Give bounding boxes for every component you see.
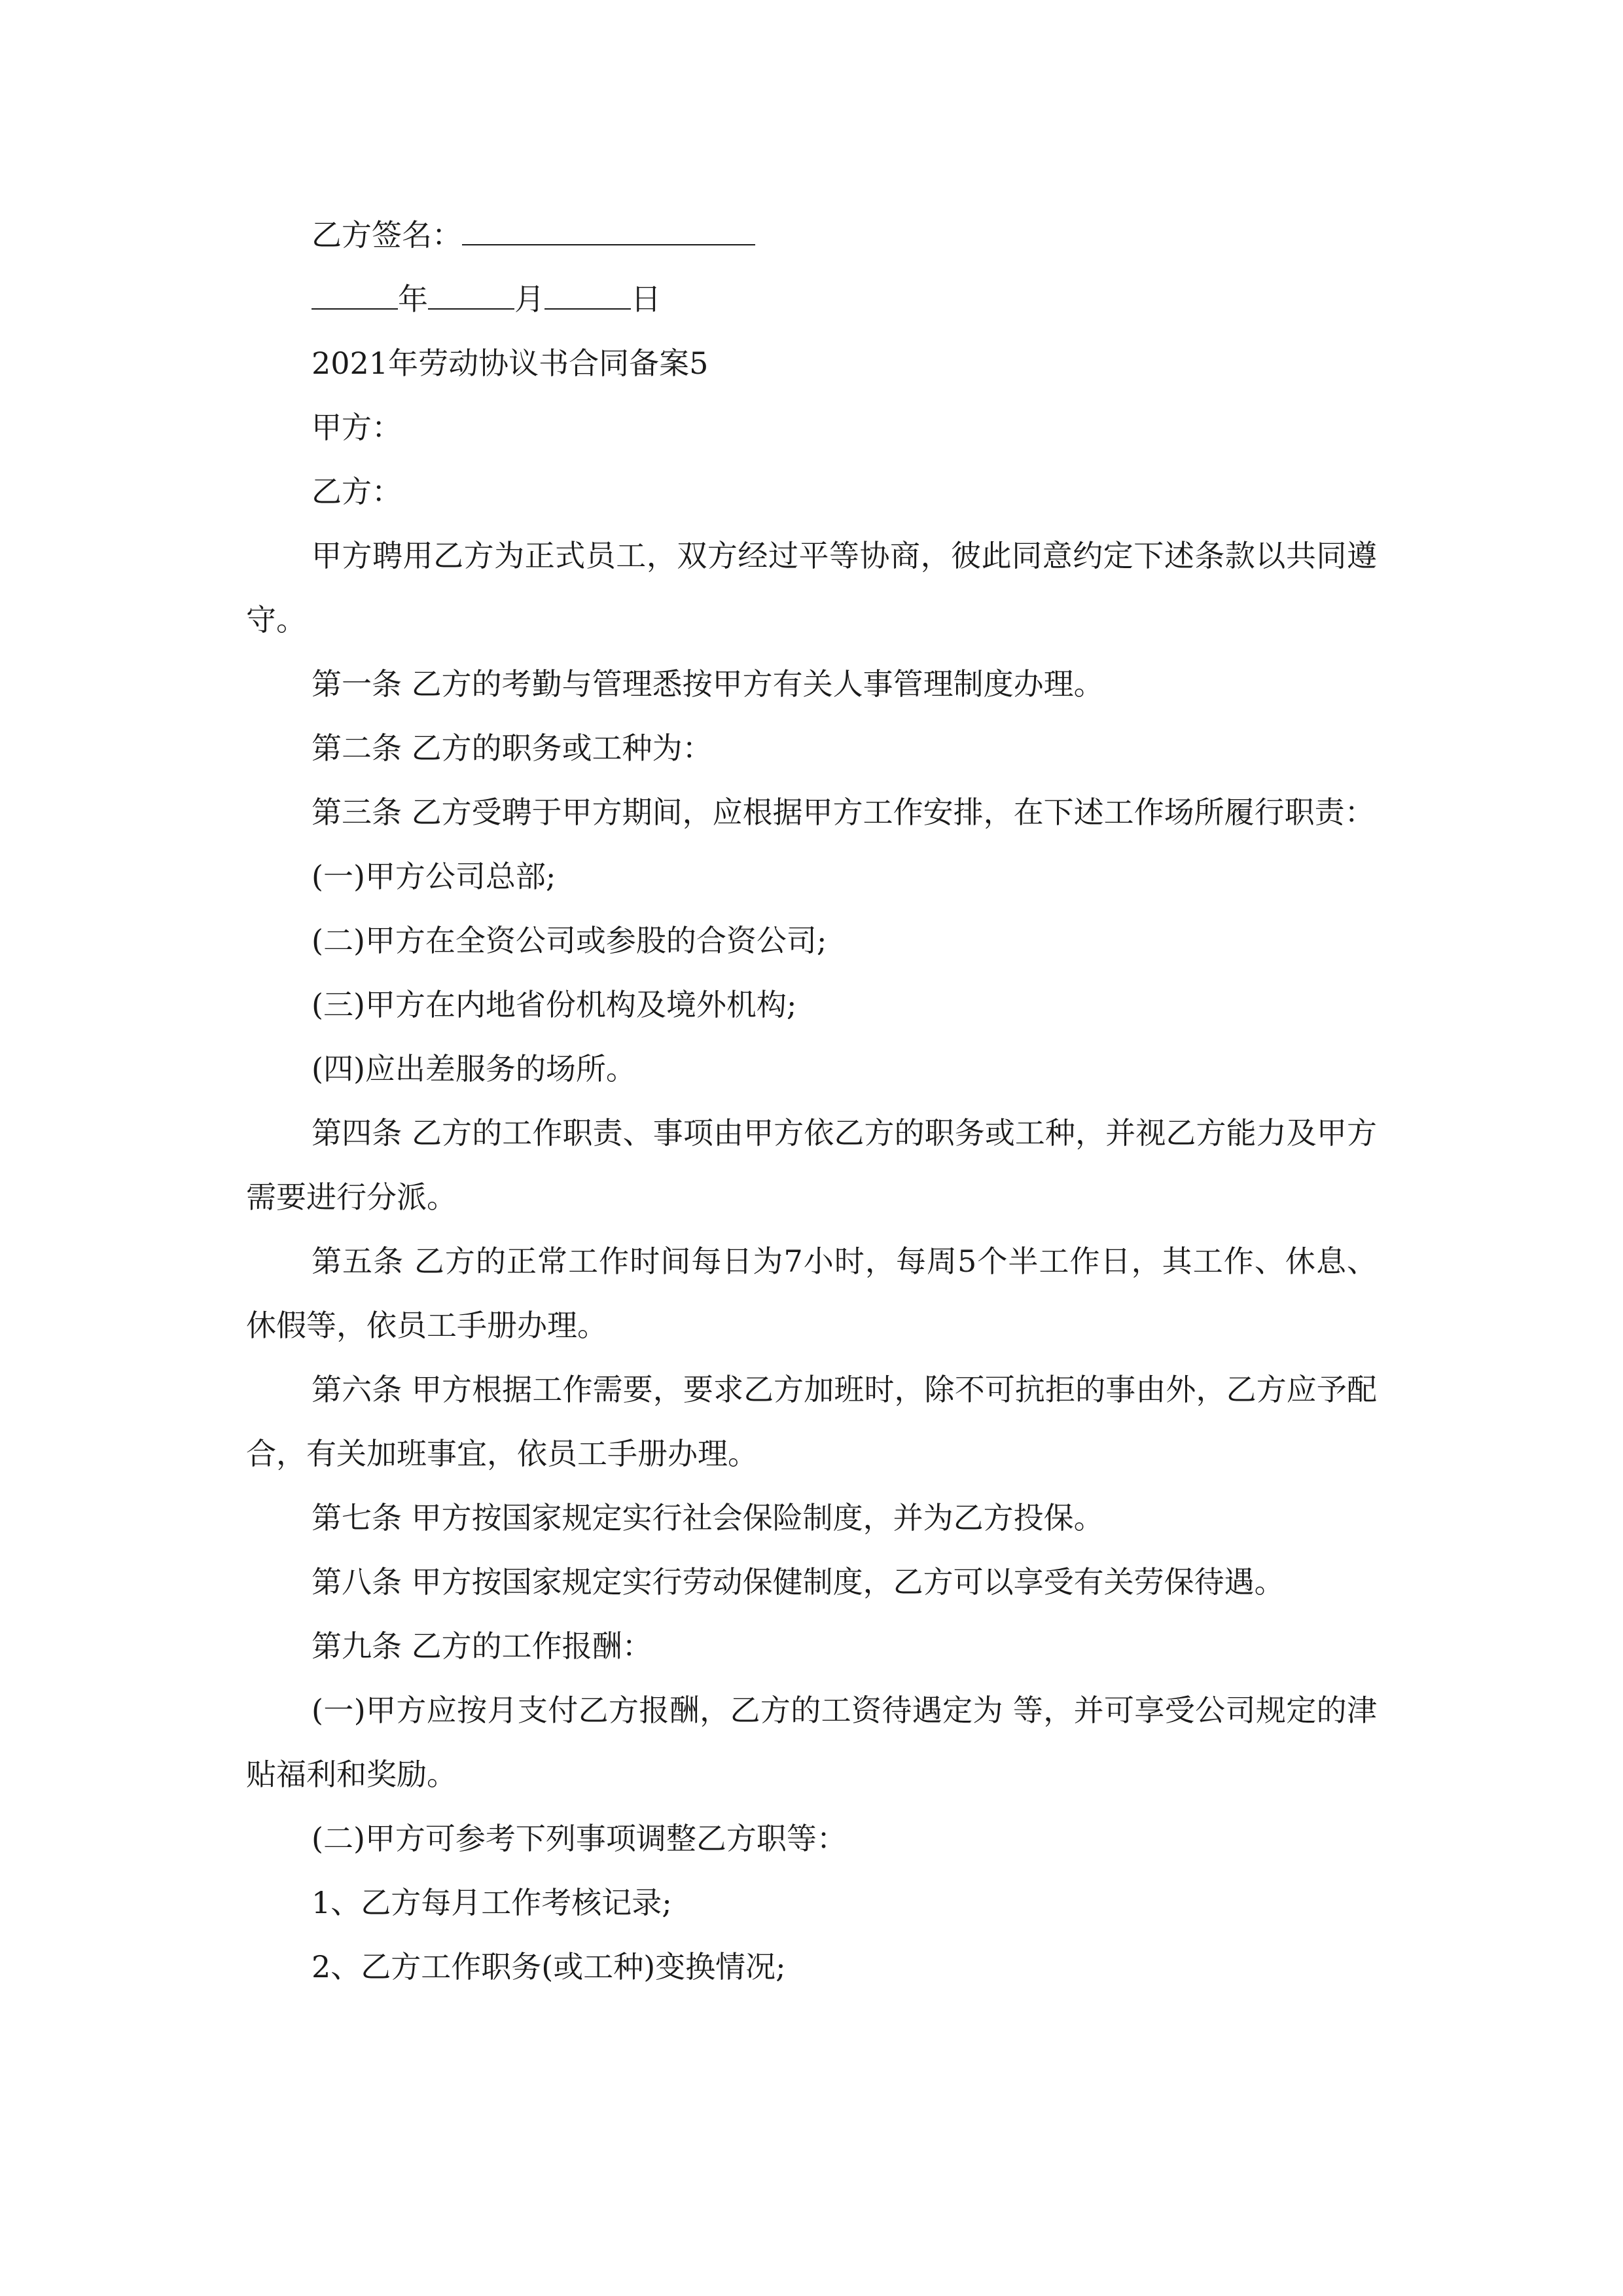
month-label: 月 bbox=[514, 281, 544, 317]
article-3-item: (四)应出差服务的场所。 bbox=[312, 1051, 636, 1086]
article-3: 第三条 乙方受聘于甲方期间，应根据甲方工作安排，在下述工作场所履行职责： bbox=[312, 795, 1375, 830]
article-9: 第九条 乙方的工作报酬： bbox=[312, 1628, 652, 1664]
article-3-item: (三)甲方在内地省份机构及境外机构; bbox=[312, 987, 797, 1022]
month-blank bbox=[428, 282, 514, 310]
document-body bbox=[246, 203, 1377, 1999]
article-9-item-1: (一)甲方应按月支付乙方报酬，乙方的工资待遇定为 等，并可享受公司规定的津贴福利和奖励。 bbox=[246, 1693, 1377, 1792]
article-8: 第八条 甲方按国家规定实行劳动保健制度，乙方可以享受有关劳保待遇。 bbox=[312, 1564, 1285, 1600]
party-b-line: 乙方： bbox=[312, 474, 402, 509]
article-9-subitem: 2、乙方工作职务(或工种)变换情况; bbox=[312, 1949, 786, 1984]
article-9-item-2: (二)甲方可参考下列事项调整乙方职等： bbox=[312, 1821, 847, 1856]
article-5: 第五条 乙方的正常工作时间每日为7小时，每周5个半工作日，其工作、休息、休假等，依员工手册办理。 bbox=[246, 1244, 1377, 1343]
signature-label: 乙方签名： bbox=[312, 217, 462, 253]
year-label: 年 bbox=[398, 281, 428, 317]
day-label: 日 bbox=[631, 281, 661, 317]
signature-line bbox=[246, 203, 1377, 267]
article-2: 第二条 乙方的职务或工种为： bbox=[312, 730, 713, 766]
article-4: 第四条 乙方的工作职责、事项由甲方依乙方的职务或工种，并视乙方能力及甲方需要进行分派。 bbox=[246, 1115, 1377, 1215]
date-line bbox=[246, 267, 1377, 331]
article-9-subitem: 1、乙方每月工作考核记录; bbox=[312, 1885, 672, 1920]
article-7: 第七条 甲方按国家规定实行社会保险制度，并为乙方投保。 bbox=[312, 1500, 1104, 1535]
party-a-line: 甲方： bbox=[312, 410, 402, 445]
document-title: 2021年劳动协议书合同备案5 bbox=[312, 346, 709, 381]
day-blank bbox=[544, 282, 631, 310]
article-6: 第六条 甲方根据工作需要，要求乙方加班时，除不可抗拒的事由外，乙方应予配合，有关加班事宜，依员工手册办理。 bbox=[246, 1372, 1377, 1471]
year-blank bbox=[312, 282, 398, 310]
signature-blank bbox=[462, 218, 755, 245]
article-1: 第一条 乙方的考勤与管理悉按甲方有关人事管理制度办理。 bbox=[312, 666, 1104, 702]
article-3-item: (二)甲方在全资公司或参股的合资公司; bbox=[312, 923, 827, 958]
article-3-item: (一)甲方公司总部; bbox=[312, 859, 556, 894]
intro-paragraph: 甲方聘用乙方为正式员工，双方经过平等协商，彼此同意约定下述条款以共同遵守。 bbox=[246, 538, 1377, 637]
